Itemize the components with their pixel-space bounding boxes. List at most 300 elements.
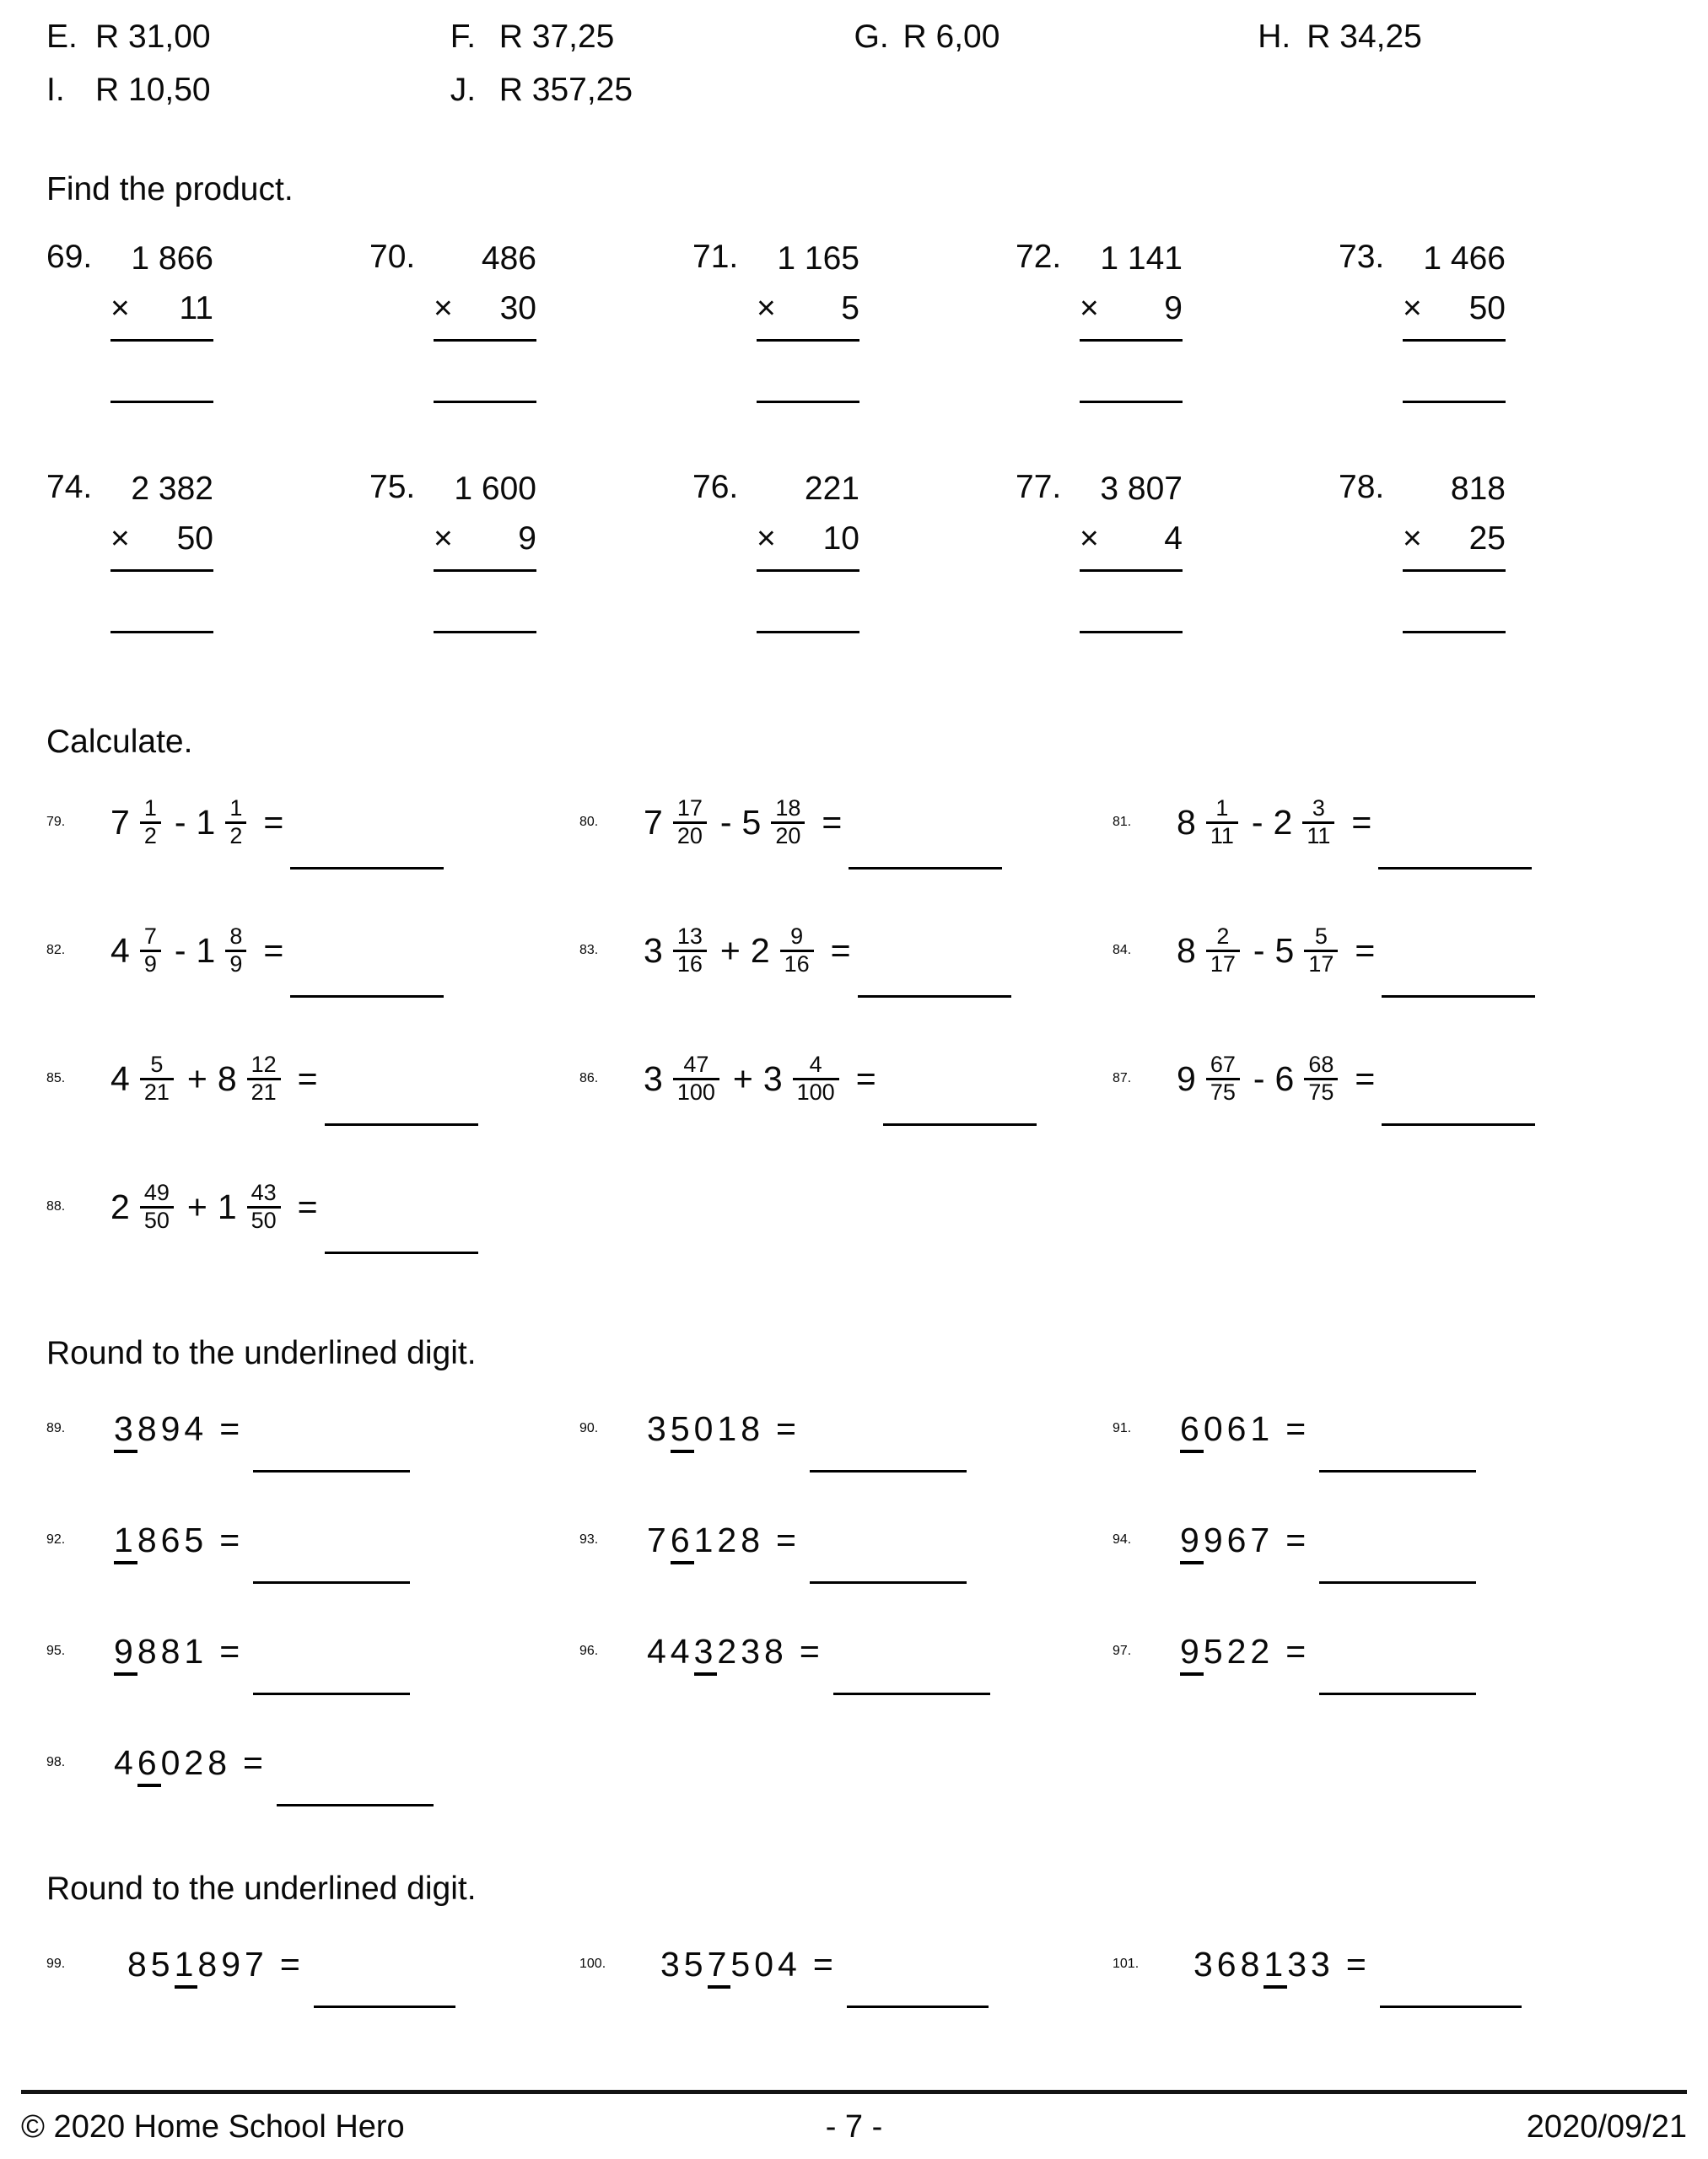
problem-number: 70. [369,239,416,275]
underlined-digit: 9 [1180,1632,1204,1676]
answer-blank [1319,1470,1476,1473]
multiplicand: 1 466 [1423,240,1506,277]
answer-rule [757,401,859,403]
times-icon: × [434,290,453,326]
number-to-round: 357504 [660,1945,801,1984]
multiplication-problem-69 [46,239,369,403]
numerator: 47 [683,1051,709,1077]
denominator: 16 [673,950,707,977]
problem-number: 92. [46,1532,66,1547]
multiplier-row [110,288,213,328]
answer-rule [1080,339,1183,342]
multiplicand: 818 [1450,471,1506,507]
underlined-digit: 9 [1180,1521,1204,1564]
whole-number: 3 [644,1058,663,1098]
fraction [1302,796,1334,848]
problem-number: 98. [46,1755,66,1769]
number-to-round: 1865 [114,1521,207,1560]
rounding-problem-92 [46,1509,579,1571]
equals-sign: = [1351,802,1372,842]
option-value: R 357,25 [498,72,633,108]
denominator: 9 [225,950,246,977]
multiplication-problem-75 [369,469,692,633]
equals-sign: = [279,1944,300,1984]
option-value: R 34,25 [1307,19,1422,55]
work-area [1080,239,1183,403]
numerator: 3 [1312,794,1325,821]
fraction [1206,924,1240,977]
problem-number: 83. [579,943,599,957]
equals-sign: = [776,1408,796,1448]
answer-rule [1080,401,1183,403]
denominator: 20 [771,821,805,849]
numerator: 9 [790,923,804,949]
fraction [793,1053,839,1105]
problem-number: 87. [1113,1071,1132,1085]
answer-rule [1403,569,1506,572]
multiplier-row [757,288,859,328]
answer-blank [325,1123,478,1126]
problem-number: 97. [1113,1644,1132,1658]
fraction [780,924,814,977]
answer-blank [1378,867,1532,870]
problem-number: 76. [692,469,739,505]
problem-number: 95. [46,1644,66,1658]
problem-number: 86. [579,1071,599,1085]
numerator: 49 [143,1179,170,1205]
rounding-problem-90 [579,1397,1113,1460]
operator: - [1253,1058,1265,1098]
equals-sign: = [219,1631,240,1671]
problem-number: 84. [1113,943,1132,957]
equals-sign: = [830,930,851,970]
multiplicand: 486 [481,240,536,277]
multiplier-row [1403,288,1506,328]
rounding-grid-2 [46,1933,1662,1995]
problem-number: 72. [1016,239,1062,275]
equals-sign: = [822,802,843,842]
operator: + [732,1058,753,1098]
multiplier: 4 [1164,520,1183,557]
answer-blank [810,1581,967,1584]
denominator: 9 [140,950,161,977]
underlined-digit: 3 [694,1632,718,1676]
answer-blank [833,1693,990,1695]
underlined-digit: 1 [175,1945,198,1989]
times-icon: × [1080,290,1099,326]
fraction [247,1181,281,1233]
multiplication-problem-72 [1016,239,1339,403]
problem-number: 85. [46,1071,66,1085]
equals-sign: = [263,802,284,842]
whole-number: 7 [110,802,130,842]
problem-number: 100. [579,1957,606,1971]
rounding-problem-101 [1113,1933,1662,1995]
multiplier: 30 [499,290,536,326]
whole-number: 6 [1274,1058,1295,1098]
whole-number: 2 [1273,802,1293,842]
section-heading-calculate: Calculate. [46,724,193,760]
multiplication-problem-73 [1339,239,1662,403]
denominator: 75 [1206,1078,1240,1106]
number-to-round: 6061 [1180,1409,1274,1449]
work-area [434,469,536,633]
multiplicand: 1 165 [777,240,859,277]
operator: + [186,1187,207,1226]
number-to-round: 76128 [647,1521,764,1560]
operator: + [719,930,741,970]
work-area [110,469,213,633]
option-letter: J. [450,72,477,108]
numerator: 8 [229,923,243,949]
fraction-problem-86 [579,1036,1113,1122]
multiplier-row [1403,519,1506,558]
rounding-problem-94 [1113,1509,1662,1571]
work-area [757,239,859,403]
times-icon: × [1080,520,1099,557]
footer-date: 2020/09/21 [1526,2109,1687,2145]
problem-number: 80. [579,815,599,829]
footer-divider [21,2090,1687,2094]
equals-sign: = [855,1058,876,1098]
underlined-digit: 3 [114,1409,137,1453]
equals-sign: = [776,1520,796,1559]
answer-option [1258,10,1662,63]
multiplier: 5 [841,290,859,326]
problem-number: 71. [692,239,739,275]
rounding-grid-1 [46,1397,1662,1794]
answer-blank [1319,1693,1476,1695]
work-area [1403,239,1506,403]
numerator: 68 [1308,1051,1334,1077]
equals-sign: = [219,1520,240,1559]
equals-sign: = [243,1742,263,1782]
times-icon: × [434,520,453,557]
times-icon: × [1403,520,1422,557]
underlined-digit: 6 [137,1743,161,1787]
problem-number: 91. [1113,1421,1132,1435]
rounding-problem-97 [1113,1620,1662,1683]
equals-sign: = [812,1944,833,1984]
rounding-problem-91 [1113,1397,1662,1460]
problem-number: 99. [46,1957,66,1971]
answer-rule [1403,339,1506,342]
page-footer [21,2090,1687,2146]
multiplier: 11 [179,290,213,326]
number-to-round: 35018 [647,1409,764,1449]
section-heading-round-1: Round to the underlined digit. [46,1335,477,1371]
problem-number: 73. [1339,239,1385,275]
option-letter: H. [1258,19,1291,55]
underlined-digit: 6 [1180,1409,1204,1453]
answer-rule [1080,631,1183,633]
answer-blank [290,867,444,870]
underlined-digit: 6 [671,1521,694,1564]
multiplication-problem-74 [46,469,369,633]
fraction-problem-83 [579,907,1113,993]
fraction [771,796,805,848]
fraction-problem-88 [46,1164,579,1250]
problem-number: 77. [1016,469,1062,505]
numerator: 4 [809,1051,822,1077]
work-area [1080,469,1183,633]
numerator: 1 [229,794,243,821]
answer-blank [883,1123,1037,1126]
problem-number: 79. [46,815,66,829]
numerator: 13 [676,923,703,949]
footer-copyright: © 2020 Home School Hero [21,2109,405,2145]
multiplier: 9 [1164,290,1183,326]
answer-blank [314,2006,455,2008]
number-to-round: 9881 [114,1632,207,1672]
multiplication-problem-70 [369,239,692,403]
number-to-round: 46028 [114,1743,231,1783]
problem-number: 88. [46,1199,66,1214]
equals-sign: = [1355,1058,1376,1098]
problem-number: 89. [46,1421,66,1435]
times-icon: × [110,290,130,326]
fraction [140,1181,174,1233]
answer-blank [325,1252,478,1254]
underlined-digit: 9 [114,1632,137,1676]
multiplicand: 1 866 [131,240,213,277]
operator: - [174,802,186,842]
answer-blank [849,867,1002,870]
answer-blank [277,1804,434,1806]
times-icon: × [757,520,776,557]
whole-number: 2 [110,1187,130,1226]
answer-rule [110,569,213,572]
equals-sign: = [799,1631,820,1671]
multiplier-row [1080,519,1183,558]
answer-blank [1382,995,1535,998]
problem-number: 96. [579,1644,599,1658]
fraction [140,924,161,977]
work-area [434,239,536,403]
rounding-problem-93 [579,1509,1113,1571]
denominator: 11 [1302,821,1334,849]
answer-rule [1403,401,1506,403]
numerator: 7 [143,923,157,949]
rounding-problem-95 [46,1620,579,1683]
whole-number: 3 [644,930,663,970]
answer-blank [1380,2006,1522,2008]
fraction [1304,924,1338,977]
answer-blank [1319,1581,1476,1584]
option-value: R 6,00 [902,19,1000,55]
denominator: 17 [1304,950,1338,977]
multiplicand: 3 807 [1100,471,1183,507]
answer-blank [858,995,1011,998]
fraction [673,796,707,848]
problem-number: 90. [579,1421,599,1435]
denominator: 50 [140,1206,174,1234]
fraction [140,1053,174,1105]
equals-sign: = [1285,1520,1307,1559]
fraction-problem-79 [46,779,579,865]
multiplicand: 1 600 [454,471,536,507]
answer-blank [253,1470,410,1473]
whole-number: 1 [217,1187,237,1226]
number-to-round: 3894 [114,1409,207,1449]
multiplicand: 2 382 [131,471,213,507]
multiplication-problem-71 [692,239,1016,403]
whole-number: 4 [110,930,130,970]
problem-number: 78. [1339,469,1385,505]
equals-sign: = [1285,1408,1307,1448]
section-heading-round-2: Round to the underlined digit. [46,1871,477,1907]
numerator: 43 [251,1179,277,1205]
equals-sign: = [1355,930,1376,970]
option-value: R 37,25 [498,19,615,55]
multiplication-grid [46,239,1662,633]
numerator: 5 [150,1051,164,1077]
answer-blank [847,2006,989,2008]
denominator: 2 [225,821,246,849]
answer-option [46,10,450,63]
times-icon: × [110,520,130,557]
equals-sign: = [219,1408,240,1448]
fraction [225,796,246,848]
problem-number: 101. [1113,1957,1140,1971]
answer-rule [434,401,536,403]
whole-number: 5 [741,802,762,842]
underlined-digit: 5 [671,1409,694,1453]
work-area [110,239,213,403]
underlined-digit: 1 [1263,1945,1287,1989]
rounding-problem-89 [46,1397,579,1460]
multiplier-row [434,288,536,328]
option-letter: G. [854,19,889,55]
numerator: 17 [676,794,703,821]
whole-number: 8 [1177,802,1196,842]
whole-number: 7 [644,802,663,842]
answer-rule [757,631,859,633]
rounding-problem-98 [46,1731,579,1794]
fraction-problem-87 [1113,1036,1662,1122]
numerator: 2 [1216,923,1230,949]
numerator: 67 [1210,1051,1236,1077]
times-icon: × [757,290,776,326]
numerator: 12 [251,1051,277,1077]
answer-rule [110,339,213,342]
numerator: 1 [1215,794,1229,821]
answer-option [450,63,854,116]
problem-number: 75. [369,469,416,505]
numerator: 1 [143,794,157,821]
equals-sign: = [263,930,284,970]
number-to-round: 443238 [647,1632,788,1672]
work-area [1403,469,1506,633]
fraction [140,796,161,848]
underlined-digit: 7 [708,1945,731,1989]
multiplier-row [1080,288,1183,328]
answer-rule [757,339,859,342]
answer-blank [810,1470,967,1473]
equals-sign: = [297,1058,318,1098]
footer-page-number: - 7 - [825,2109,883,2145]
whole-number: 5 [1274,930,1295,970]
underlined-digit: 1 [114,1521,137,1564]
fraction [673,1053,719,1105]
answer-rule [434,339,536,342]
multiplier: 10 [822,520,859,557]
option-letter: F. [450,19,477,55]
footer-text-row [21,2109,1687,2146]
multiplier: 25 [1468,520,1506,557]
whole-number: 1 [196,930,216,970]
answer-rule [434,631,536,633]
whole-number: 2 [750,930,770,970]
denominator: 16 [780,950,814,977]
operator: - [719,802,732,842]
problem-number: 81. [1113,815,1132,829]
multiplication-problem-78 [1339,469,1662,633]
problem-number: 69. [46,239,93,275]
denominator: 21 [247,1078,281,1106]
denominator: 21 [140,1078,174,1106]
denominator: 11 [1206,821,1238,849]
times-icon: × [1403,290,1422,326]
multiplicand: 1 141 [1100,240,1183,277]
fraction [225,924,246,977]
fraction-problem-85 [46,1036,579,1122]
whole-number: 9 [1177,1058,1196,1098]
number-to-round: 9967 [1180,1521,1274,1560]
answer-option [46,63,450,116]
answer-blank [290,995,444,998]
problem-number: 93. [579,1532,599,1547]
operator: - [174,930,186,970]
rounding-problem-100 [579,1933,1113,1995]
operator: - [1253,930,1265,970]
option-letter: E. [46,19,78,55]
answer-rule [434,569,536,572]
answer-option [450,10,854,63]
problem-number: 82. [46,943,66,957]
option-value: R 10,50 [95,72,211,108]
work-area [757,469,859,633]
rounding-problem-96 [579,1620,1113,1683]
operator: - [1251,802,1263,842]
numerator: 5 [1314,923,1328,949]
number-to-round: 9522 [1180,1632,1274,1672]
fraction-problem-82 [46,907,579,993]
problem-number: 94. [1113,1532,1132,1547]
equals-sign: = [1285,1631,1307,1671]
number-to-round: 368133 [1193,1945,1334,1984]
fraction-problem-84 [1113,907,1662,993]
option-value: R 31,00 [95,19,211,55]
denominator: 2 [140,821,161,849]
whole-number: 4 [110,1058,130,1098]
section-heading-product: Find the product. [46,171,294,207]
numerator: 18 [775,794,801,821]
denominator: 75 [1304,1078,1338,1106]
whole-number: 8 [1177,930,1196,970]
answer-rule [110,401,213,403]
rounding-problem-99 [46,1933,579,1995]
multiplicand: 221 [804,471,859,507]
denominator: 20 [673,821,707,849]
operator: + [186,1058,207,1098]
number-to-round: 851897 [127,1945,268,1984]
equals-sign: = [1345,1944,1366,1984]
denominator: 100 [793,1078,839,1106]
answer-rule [1080,569,1183,572]
problem-number: 74. [46,469,93,505]
fraction [247,1053,281,1105]
